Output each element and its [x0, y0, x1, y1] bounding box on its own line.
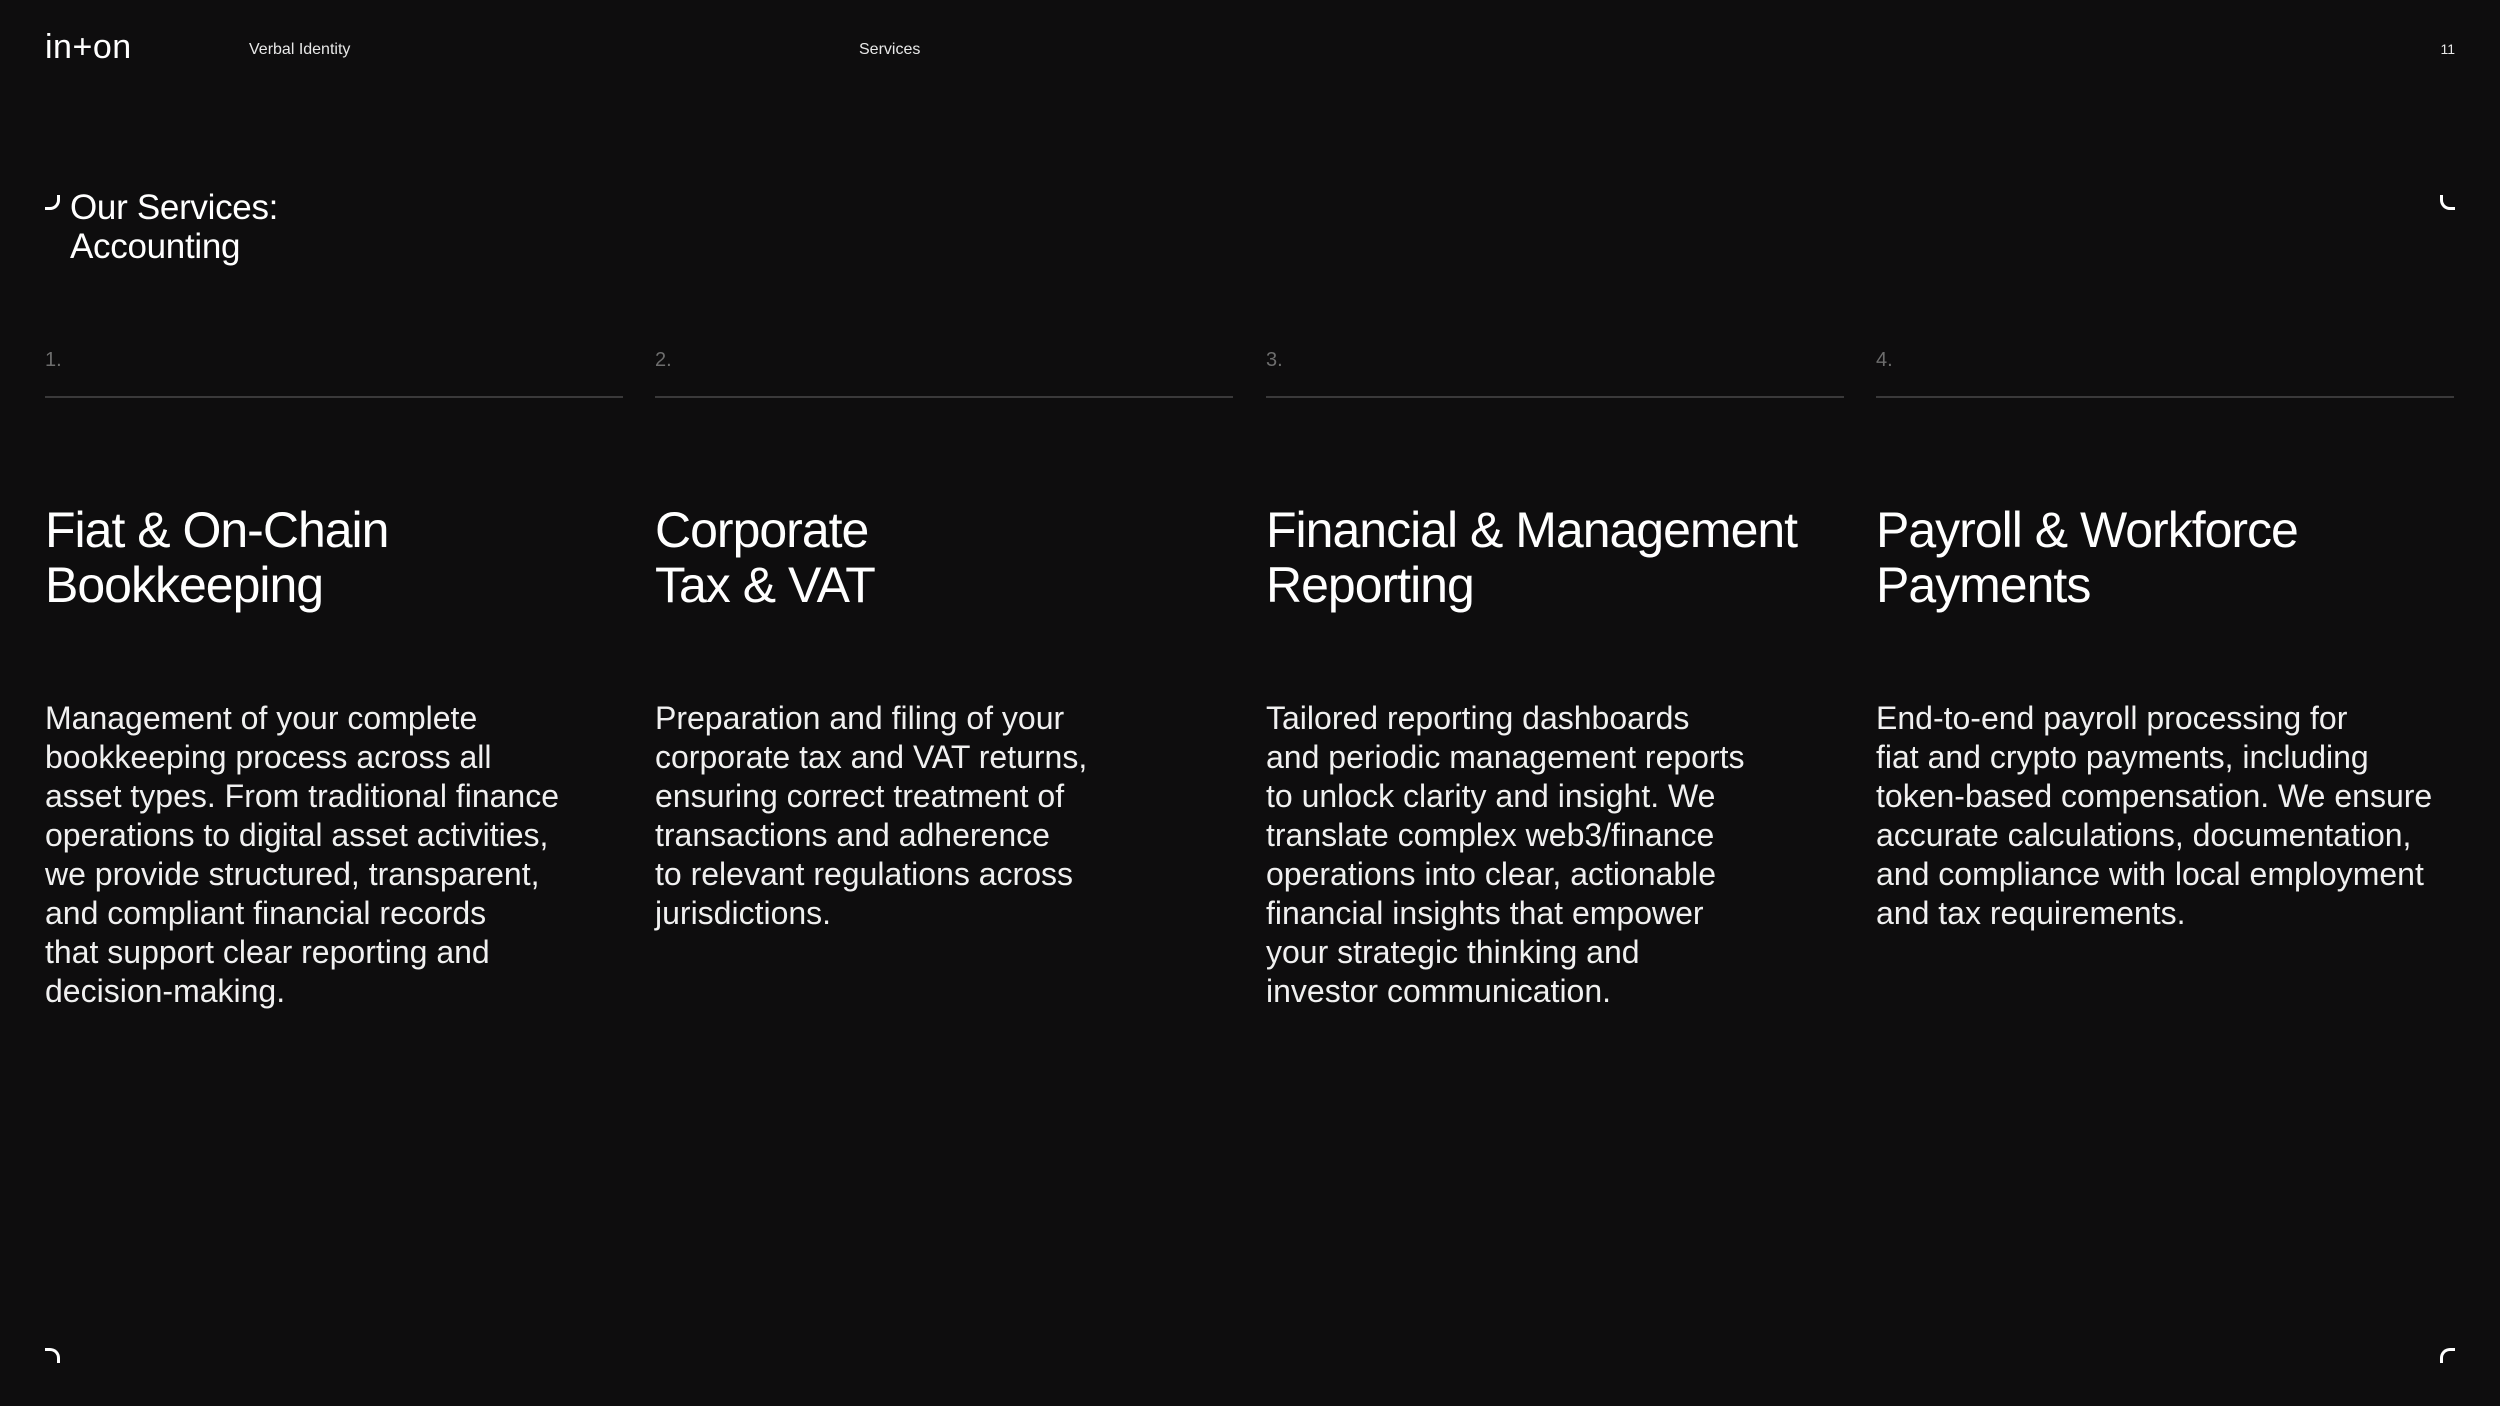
service-title — [1266, 503, 1844, 613]
service-number: 1. — [45, 349, 62, 371]
description-line: to relevant regulations across — [655, 856, 1073, 892]
service-title-line: Payroll & Workforce — [1876, 502, 2298, 558]
description-line: to unlock clarity and insight. We — [1266, 778, 1716, 814]
description-line: jurisdictions. — [655, 895, 832, 931]
description-line: End-to-end payroll processing for — [1876, 700, 2348, 736]
service-number: 3. — [1266, 349, 1283, 371]
service-title-line: Reporting — [1266, 557, 1474, 613]
description-line: investor communication. — [1266, 973, 1612, 1009]
service-title-line: Financial & Management — [1266, 502, 1798, 558]
service-number: 4. — [1876, 349, 1893, 371]
service-title — [655, 503, 1233, 613]
description-line: operations to digital asset activities, — [45, 817, 549, 853]
description-line: decision-making. — [45, 973, 286, 1009]
divider — [1266, 396, 1844, 398]
description-line: financial insights that empower — [1266, 895, 1704, 931]
description-line: operations into clear, actionable — [1266, 856, 1717, 892]
service-column — [655, 350, 1233, 933]
service-description — [655, 699, 1233, 933]
divider — [655, 396, 1233, 398]
nav-verbal-identity: Verbal Identity — [249, 41, 351, 58]
service-description — [1876, 699, 2454, 933]
nav-services: Services — [859, 41, 921, 58]
service-column — [45, 350, 623, 1011]
divider — [1876, 396, 2454, 398]
service-column — [1266, 350, 1844, 1011]
description-line: ensuring correct treatment of — [655, 778, 1065, 814]
service-title-line: Payments — [1876, 557, 2091, 613]
service-description — [45, 699, 623, 1011]
description-line: token-based compensation. We ensure — [1876, 778, 2433, 814]
description-line: bookkeeping process across all — [45, 739, 492, 775]
logo: in+on — [45, 28, 132, 66]
corner-mark-bottom-right — [2440, 1348, 2455, 1363]
corner-mark-top-right — [2440, 195, 2455, 210]
description-line: accurate calculations, documentation, — [1876, 817, 2412, 853]
description-line: Preparation and filing of your — [655, 700, 1065, 736]
divider — [45, 396, 623, 398]
service-column — [1876, 350, 2454, 933]
service-number: 2. — [655, 349, 672, 371]
description-line: transactions and adherence — [655, 817, 1050, 853]
page-number: 11 — [2440, 41, 2455, 57]
corner-mark-bottom-left — [45, 1348, 60, 1363]
service-title-line: Bookkeeping — [45, 557, 324, 613]
service-title-line: Fiat & On-Chain — [45, 502, 389, 558]
service-title — [45, 503, 623, 613]
service-title-line: Corporate — [655, 502, 869, 558]
service-title — [1876, 503, 2454, 613]
description-line: and tax requirements. — [1876, 895, 2186, 931]
service-description — [1266, 699, 1844, 1011]
description-line: that support clear reporting and — [45, 934, 490, 970]
description-line: translate complex web3/finance — [1266, 817, 1715, 853]
corner-mark-top-left — [45, 195, 60, 210]
section-title-line: Accounting — [70, 227, 241, 266]
description-line: corporate tax and VAT returns, — [655, 739, 1088, 775]
description-line: Tailored reporting dashboards — [1266, 700, 1690, 736]
description-line: and compliance with local employment — [1876, 856, 2424, 892]
service-title-line: Tax & VAT — [655, 557, 875, 613]
section-title — [70, 188, 278, 266]
description-line: your strategic thinking and — [1266, 934, 1640, 970]
section-title-line: Our Services: — [70, 188, 279, 227]
description-line: fiat and crypto payments, including — [1876, 739, 2369, 775]
description-line: we provide structured, transparent, — [45, 856, 540, 892]
description-line: asset types. From traditional finance — [45, 778, 560, 814]
description-line: and compliant financial records — [45, 895, 487, 931]
description-line: Management of your complete — [45, 700, 478, 736]
description-line: and periodic management reports — [1266, 739, 1745, 775]
